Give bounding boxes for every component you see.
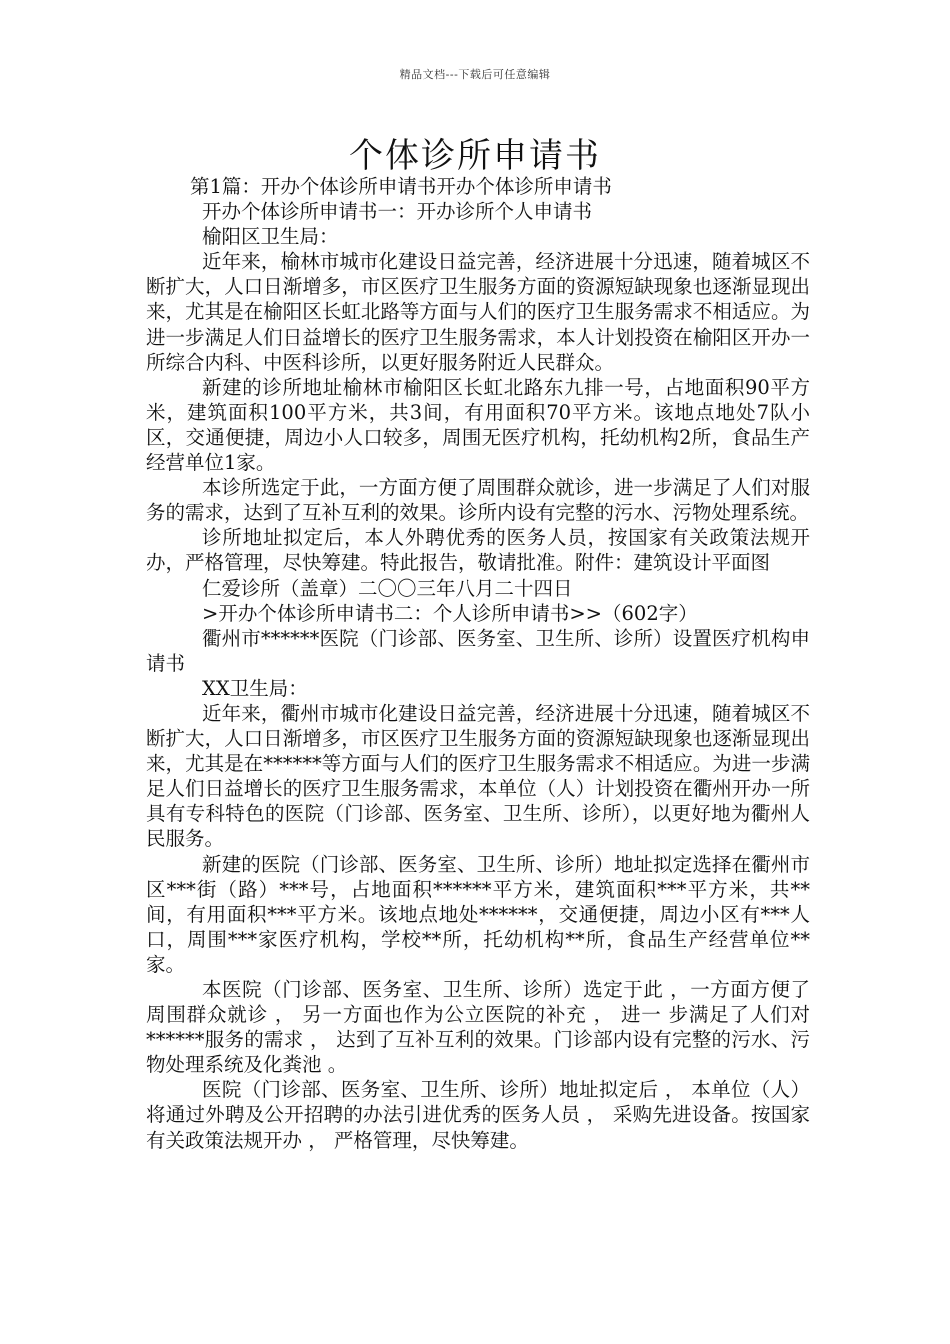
paragraph: XX卫生局： [202, 676, 308, 700]
paragraph: 榆阳区卫生局： [202, 225, 339, 249]
document-title: 个体诊所申请书 [349, 136, 601, 176]
paragraph: 本医院（门诊部、医务室、卫生所、诊所）选定于此 ，一方面方便了周围群众就诊 ， 另一方面也作为公立医院的补充 ， 进一 步满足了人们对******服务的需求 ， 达到了互补互利的效果。门诊部内设有完整的污水、污物处理系统及化粪池 。 [146, 978, 810, 1077]
paragraph: 本诊所选定于此，一方面方便了周围群众就诊，进一步满足了人们对服务的需求，达到了互补互利的效果。诊所内设有完整的污水、污物处理系统。 [146, 476, 810, 525]
paragraph: 近年来，衢州市城市化建设日益完善，经济进展十分迅速，随着城区不断扩大，人口日渐增多，市区医疗卫生服务方面的资源短缺现象也逐渐显现出来，尤其是在******等方面与人们的医疗卫生服务需求不相适应。为进一步满足人们日益增长的医疗卫生服务需求，本单位（人）计划投资在衢州开办一所具有专科特色的医院（门诊部、医务室、卫生所、诊所），以更好地为衢州人民服务。 [146, 701, 810, 851]
document-body [146, 174, 810, 1153]
paragraph: 衢州市******医院（门诊部、医务室、卫生所、诊所）设置医疗机构申请书 [146, 626, 810, 675]
paragraph: >开办个体诊所申请书二：个人诊所申请书>>（602字） [202, 601, 698, 625]
paragraph: 诊所地址拟定后，本人外聘优秀的医务人员，按国家有关政策法规开办，严格管理，尽快筹建。特此报告，敬请批准。附件：建筑设计平面图 [146, 526, 810, 575]
paragraph: 新建的医院（门诊部、医务室、卫生所、诊所）地址拟定选择在衢州市区***街（路）***号，占地面积******平方米，建筑面积***平方米，共**间，有用面积***平方米。该地点地处******，交通便捷，周边小区有***人口，周围***家医疗机构，学校**所，托幼机构**所，食品生产经营单位**家。 [146, 852, 810, 976]
paragraph: 医院（门诊部、医务室、卫生所、诊所）地址拟定后 ， 本单位（人）将通过外聘及公开招聘的办法引进优秀的医务人员 ， 采购先进设备。按国家有关政策法规开办 ， 严格管理，尽快筹建。 [146, 1078, 810, 1152]
paragraph: 第1篇：开办个体诊所申请书开办个体诊所申请书 [190, 175, 612, 198]
header-note: 精品文档---下载后可任意编辑 [399, 68, 551, 81]
paragraph: 开办个体诊所申请书一：开办诊所个人申请书 [202, 200, 593, 224]
paragraph: 新建的诊所地址榆林市榆阳区长虹北路东九排一号，占地面积90平方米，建筑面积100平方米，共3间，有用面积70平方米。该地点地处7队小区，交通便捷，周边小人口较多，周围无医疗机构，托幼机构2所，食品生产经营单位1家。 [146, 375, 810, 475]
paragraph: 近年来，榆林市城市化建设日益完善，经济进展十分迅速，随着城区不断扩大，人口日渐增多，市区医疗卫生服务方面的资源短缺现象也逐渐显现出来，尤其是在榆阳区长虹北路等方面与人们的医疗卫生服务需求不相适应。为进一步满足人们日益增长的医疗卫生服务需求，本人计划投资在榆阳区开办一所综合内科、中医科诊所，以更好服务附近人民群众。 [146, 250, 810, 374]
paragraph: 仁爱诊所（盖章）二〇〇三年八月二十四日 [202, 576, 573, 600]
